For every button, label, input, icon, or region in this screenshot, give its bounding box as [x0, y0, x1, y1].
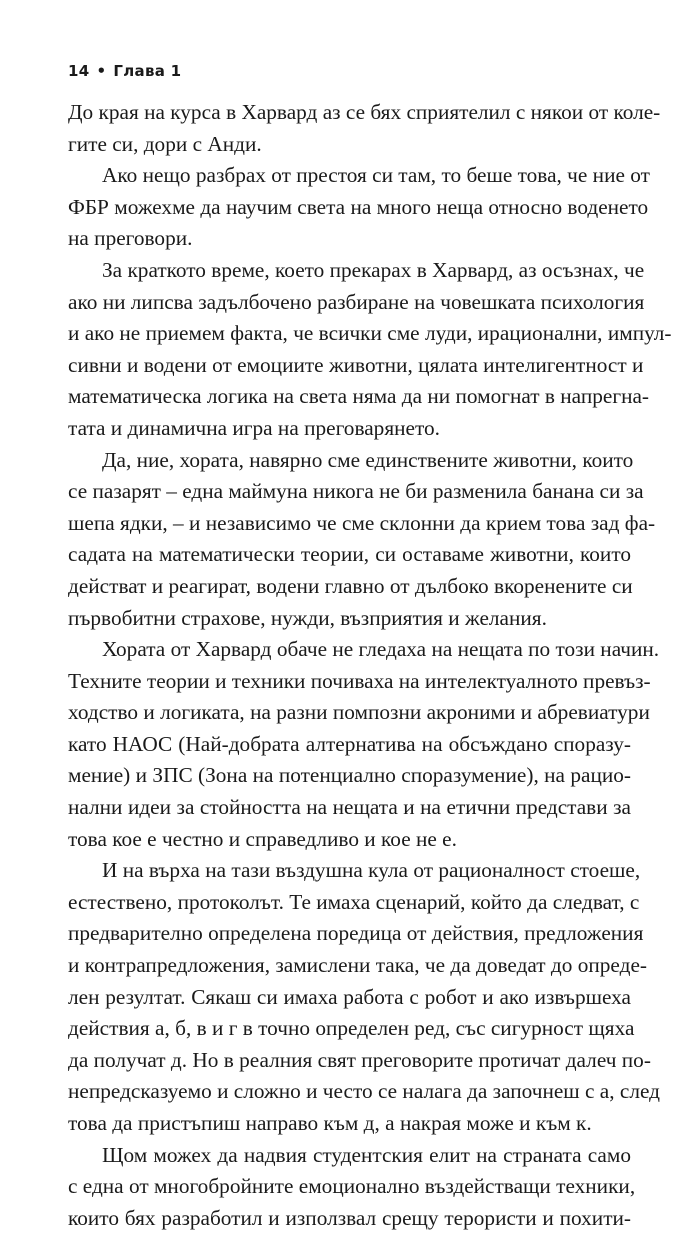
text-line: ако ни липсва задълбочено разбиране на човешката психология	[68, 289, 645, 314]
text-line: непредсказуемо и сложно и често се налага да започнеш с а, след	[68, 1079, 660, 1104]
body-text	[68, 97, 672, 1234]
text-line: Щом можех да надвия студентския елит на страната само	[102, 1142, 631, 1167]
text-line: предварително определена поредица от действия, предложения	[68, 921, 644, 946]
text-line: гите си, дори с Анди.	[68, 131, 262, 156]
text-line: тата и динамична игра на преговарянето.	[68, 415, 440, 440]
text-line: Да, ние, хората, навярно сме единствените животни, които	[102, 447, 634, 472]
text-line: Техните теории и техники почиваха на интелектуалното превъз-	[68, 668, 651, 693]
text-line: и ако не приемем факта, че всички сме луди, ирационални, импул-	[68, 321, 672, 346]
text-line: мение) и ЗПС (Зона на потенциално споразумение), на рацио-	[68, 763, 631, 788]
text-line: това кое е честно и справедливо и кое не е.	[68, 826, 457, 851]
text-line: нални идеи за стойността на нещата и на етични представи за	[68, 795, 631, 820]
running-header	[68, 62, 181, 80]
text-line: това да пристъпиш направо към д, а накрая може и към к.	[68, 1111, 592, 1135]
text-line: които бях разработил и използвал срещу терористи и похити-	[68, 1205, 631, 1230]
text-line: Хората от Харвард обаче не гледаха на нещата по този начин.	[102, 637, 660, 662]
text-line: първобитни страхове, нужди, възприятия и желания.	[68, 605, 547, 630]
text-line: И на върха на тази въздушна кула от рационалност стоеше,	[102, 858, 641, 883]
text-line: сивни и водени от емоциите животни, цялата интелигентност и	[68, 352, 644, 377]
text-line: До края на курса в Харвард аз се бях сприятелил с някои от коле-	[68, 100, 661, 124]
chapter-title: Глава 1	[113, 62, 182, 80]
text-line: с една от многобройните емоционално въздействащи техники,	[68, 1174, 636, 1199]
text-line: Ако нещо разбрах от престоя си там, то беше това, че ние от	[102, 163, 650, 188]
text-line: шепа ядки, – и независимо че сме склонни да крием това зад фа-	[68, 510, 656, 535]
text-line: естествено, протоколът. Те имаха сценарий, който да следват, с	[68, 889, 640, 914]
text-line: ФБР можехме да научим света на много неща относно воденето	[68, 194, 649, 219]
text-line: действия а, б, в и г в точно определен ред, със сигурност щяха	[68, 1016, 635, 1041]
text-line: да получат д. Но в реалния свят преговорите протичат далеч по-	[68, 1047, 651, 1072]
page-number: 14	[68, 62, 90, 80]
text-line: и контрапредложения, замислени така, че да доведат до опреде-	[68, 953, 647, 978]
header-separator: •	[96, 62, 107, 80]
text-line: като НАОС (Най-добрата алтернатива на обсъждано споразу-	[68, 731, 631, 756]
text-line: действат и реагират, водени главно от дълбоко вкоренените си	[68, 573, 633, 598]
text-line: математическа логика на света няма да ни помогнат в напрегна-	[68, 384, 650, 409]
text-line: За краткото време, което прекарах в Харвард, аз осъзнах, че	[102, 257, 645, 282]
text-line: садата на математически теории, си оставаме животни, които	[68, 542, 631, 567]
text-line: на преговори.	[68, 226, 193, 251]
text-line: лен резултат. Сякаш си имаха работа с робот и ако извършеха	[68, 984, 631, 1009]
text-line: се пазарят – една маймуна никога не би разменила банана си за	[68, 479, 644, 504]
text-line: ходство и логиката, на разни помпозни акроними и абревиатури	[68, 700, 650, 725]
